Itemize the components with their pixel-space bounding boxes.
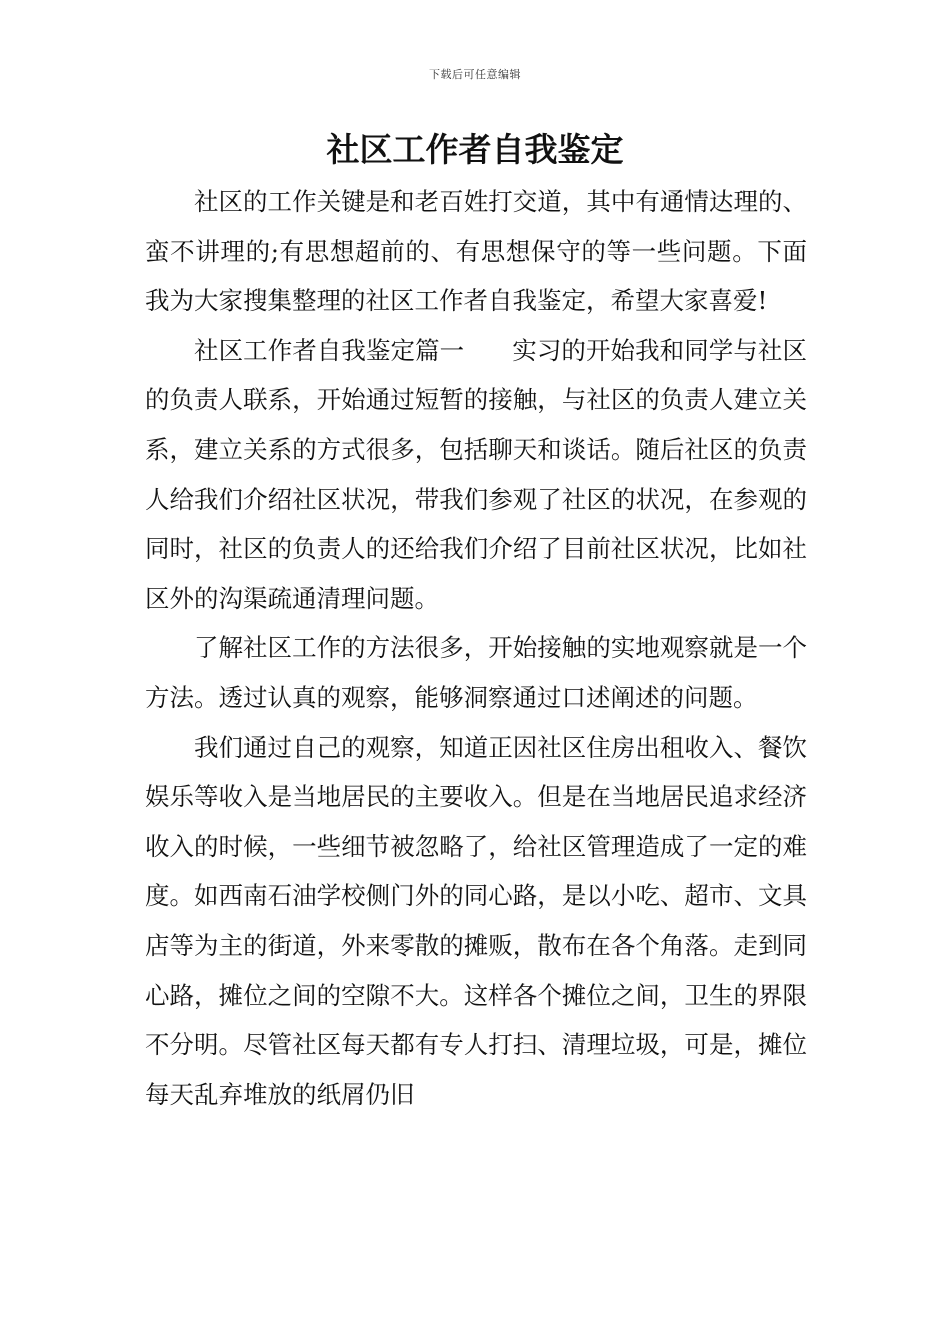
- section-one-paragraph: [145, 326, 807, 624]
- section-one-text: 实习的开始我和同学与社区的负责人联系，开始通过短暂的接触，与社区的负责人建立关系，建立关系的方式很多，包括聊天和谈话。随后社区的负责人给我们介绍社区状况，带我们参观了社区的状况，在参观的同时，社区的负责人的还给我们介绍了目前社区状况，比如社区外的沟渠疏通清理问题。: [145, 335, 808, 613]
- observation-paragraph: 我们通过自己的观察，知道正因社区住房出租收入、餐饮娱乐等收入是当地居民的主要收入。但是在当地居民追求经济收入的时候，一些细节被忽略了，给社区管理造成了一定的难度。如西南石油学校侧门外的同心路，是以小吃、超市、文具店等为主的街道，外来零散的摊贩，散布在各个角落。走到同心路，摊位之间的空隙不大。这样各个摊位之间，卫生的界限不分明。尽管社区每天都有专人打扫、清理垃圾，可是，摊位每天乱弃堆放的纸屑仍旧: [145, 732, 807, 1109]
- method-paragraph: 了解社区工作的方法很多，开始接触的实地观察就是一个方法。透过认真的观察，能够洞察通过口述阐述的问题。: [145, 633, 807, 712]
- intro-paragraph: 社区的工作关键是和老百姓打交道，其中有通情达理的、蛮不讲理的;有思想超前的、有思想保守的等一些问题。下面我为大家搜集整理的社区工作者自我鉴定，希望大家喜爱!: [145, 187, 807, 316]
- section-one-heading: 社区工作者自我鉴定篇一: [194, 335, 465, 365]
- document-title: 社区工作者自我鉴定: [326, 130, 624, 169]
- page-header-note: 下载后可任意编辑: [429, 68, 521, 81]
- document-body: [145, 177, 807, 1119]
